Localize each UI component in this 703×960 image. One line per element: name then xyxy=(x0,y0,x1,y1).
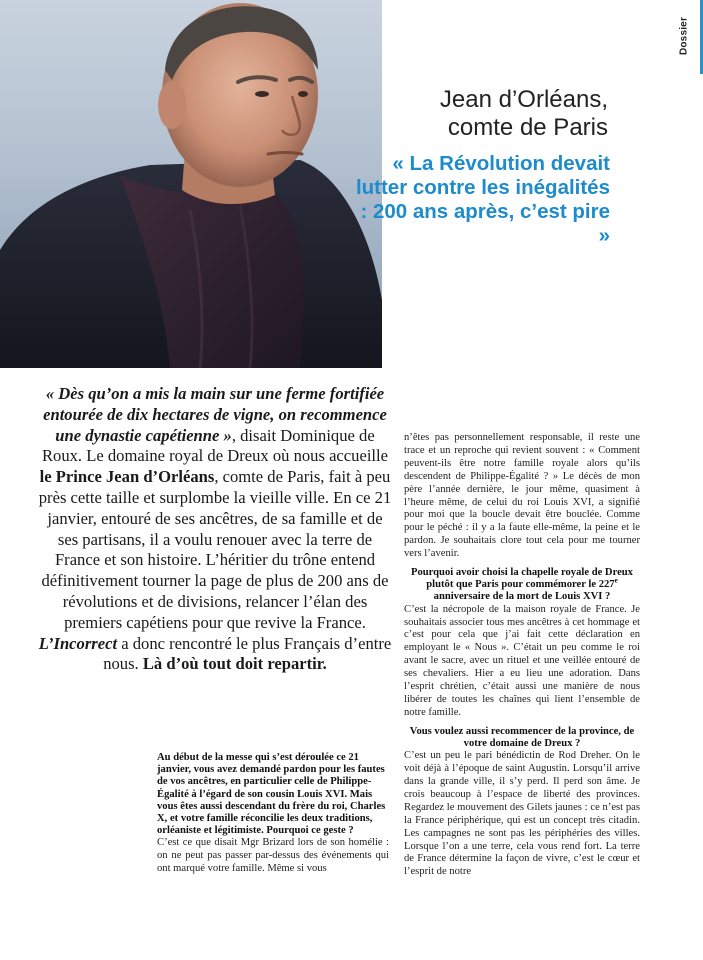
interviewee-name-line-1: Jean d’Orléans, xyxy=(439,86,608,113)
answer-1-part-1: C’est ce que disait Mgr Brizard lors de son homélie : on ne peut pas passer par-dessus des événements qui ont marqué votre famille. Même si vous xyxy=(157,837,389,875)
question-2-text-before: Pourquoi avoir choisi la chapelle royale de Dreux plutôt que Paris pour commémorer le 227 xyxy=(411,567,633,591)
section-tab-label: Dossier xyxy=(678,16,690,56)
intro-paragraph xyxy=(38,384,392,675)
intro-text-2: , comte de Paris, fait à peu près cette taille et surplombe la vieille ville. En ce 21 janvier, entouré de ses ancêtres, de sa famille et de ses partisans, il a voulu renouer avec la terre de France et son histoire. L’héritier du trône entend définitivement tourner la page de plus de 200 ans de révolutions et de divisions, relancer l’élan des premiers capétiens pour que revive la France. xyxy=(38,467,392,632)
question-2 xyxy=(404,567,640,604)
question-2-superscript: e xyxy=(614,576,618,585)
interview-column-right xyxy=(404,432,640,879)
interview-column-left xyxy=(157,752,389,876)
intro-lead-quote: « Dès qu’on a mis la main sur une ferme fortifiée entourée de dix hectares de vigne, on recommence une dynastie capétienne » xyxy=(43,384,387,445)
intro-closing: Là d’où tout doit repartir. xyxy=(142,654,327,674)
portrait-photo xyxy=(0,0,382,368)
answer-1-part-2: n’êtes pas personnellement responsable, il reste une trace et un reproche qui revient souvent : « Comment peuvent-ils être notre famille royale alors qu’ils descendent de Philippe-Égalité ? » Le décès de mon père l’année dernière, le jour même, quasiment à l’heure même, de celui du roi Louis XVI, a signifié pour moi que la boucle devait être bouclée. Comme pour le péché : il y a la faute elle-même, la peine et le pardon. Je souhaitais clore tout cela pour me tourner vers l’avenir. xyxy=(404,432,640,560)
intro-magazine-name: L’Incorrect xyxy=(38,633,118,653)
question-2-text-after: anniversaire de la mort de Louis XVI ? xyxy=(433,591,611,603)
question-3: Vous voulez aussi recommencer de la province, de votre domaine de Dreux ? xyxy=(409,725,635,750)
intro-text-3: a donc rencontré le plus Français d’entre nous. xyxy=(103,633,392,674)
question-1: Au début de la messe qui s’est déroulée ce 21 janvier, vous avez demandé pardon pour les fautes de vos ancêtres, en particulier celle de Philippe-Égalité à l’égard de son cousin Louis XVI. Mais vous êtes aussi descendant du frère du roi, Charles X, et votre famille réconcilie les deux traditions, orléaniste et légitimiste. Pourquoi ce geste ? xyxy=(157,752,386,837)
interviewee-name xyxy=(390,86,608,142)
answer-3: C’est un peu le pari bénédictin de Rod Dreher. On le voit déjà à l’époque de saint Augustin. Lorsqu’il arrive dans la grande ville, il s’y perd. Il perd son âme. Je crois beaucoup à l’espace de liberté des provinces. Regardez le mouvement des Gilets jaunes : ce n’est pas la France périphérique, qui est un concept très citadin. Les campagnes ne sont pas les périphéries des villes. Lorsque l’on a une terre, cela vous rend fort. La terre de France détermine la façon de vivre, c’est le cœur et l’esprit de notre xyxy=(404,750,640,878)
answer-2: C’est la nécropole de la maison royale de France. Je souhaitais associer tous mes ancêtres à cet hommage et c’est pour cela que j’ai fait cette déclaration en employant le « Nous ». C’était un peu comme le roi avant le sacre, avec un rituel et une veillée entouré de ses chevaliers. Hier a eu lieu une adoration. Dans l’esprit chrétien, c’était aussi une manière de nous libérer de toutes les chaînes qui lient l’ensemble de notre famille. xyxy=(404,603,640,718)
portrait-illustration xyxy=(0,0,382,368)
intro-prince-name: le Prince Jean d’Orléans xyxy=(39,467,215,487)
section-tab xyxy=(668,0,703,74)
headline-quote: « La Révolution devait lutter contre les inégalités : 200 ans après, c’est pire » xyxy=(355,152,610,247)
intro-text-1: , disait Dominique de Roux. Le domaine royal de Dreux où nous accueille xyxy=(41,425,389,466)
interviewee-name-line-2: comte de Paris xyxy=(447,114,608,141)
